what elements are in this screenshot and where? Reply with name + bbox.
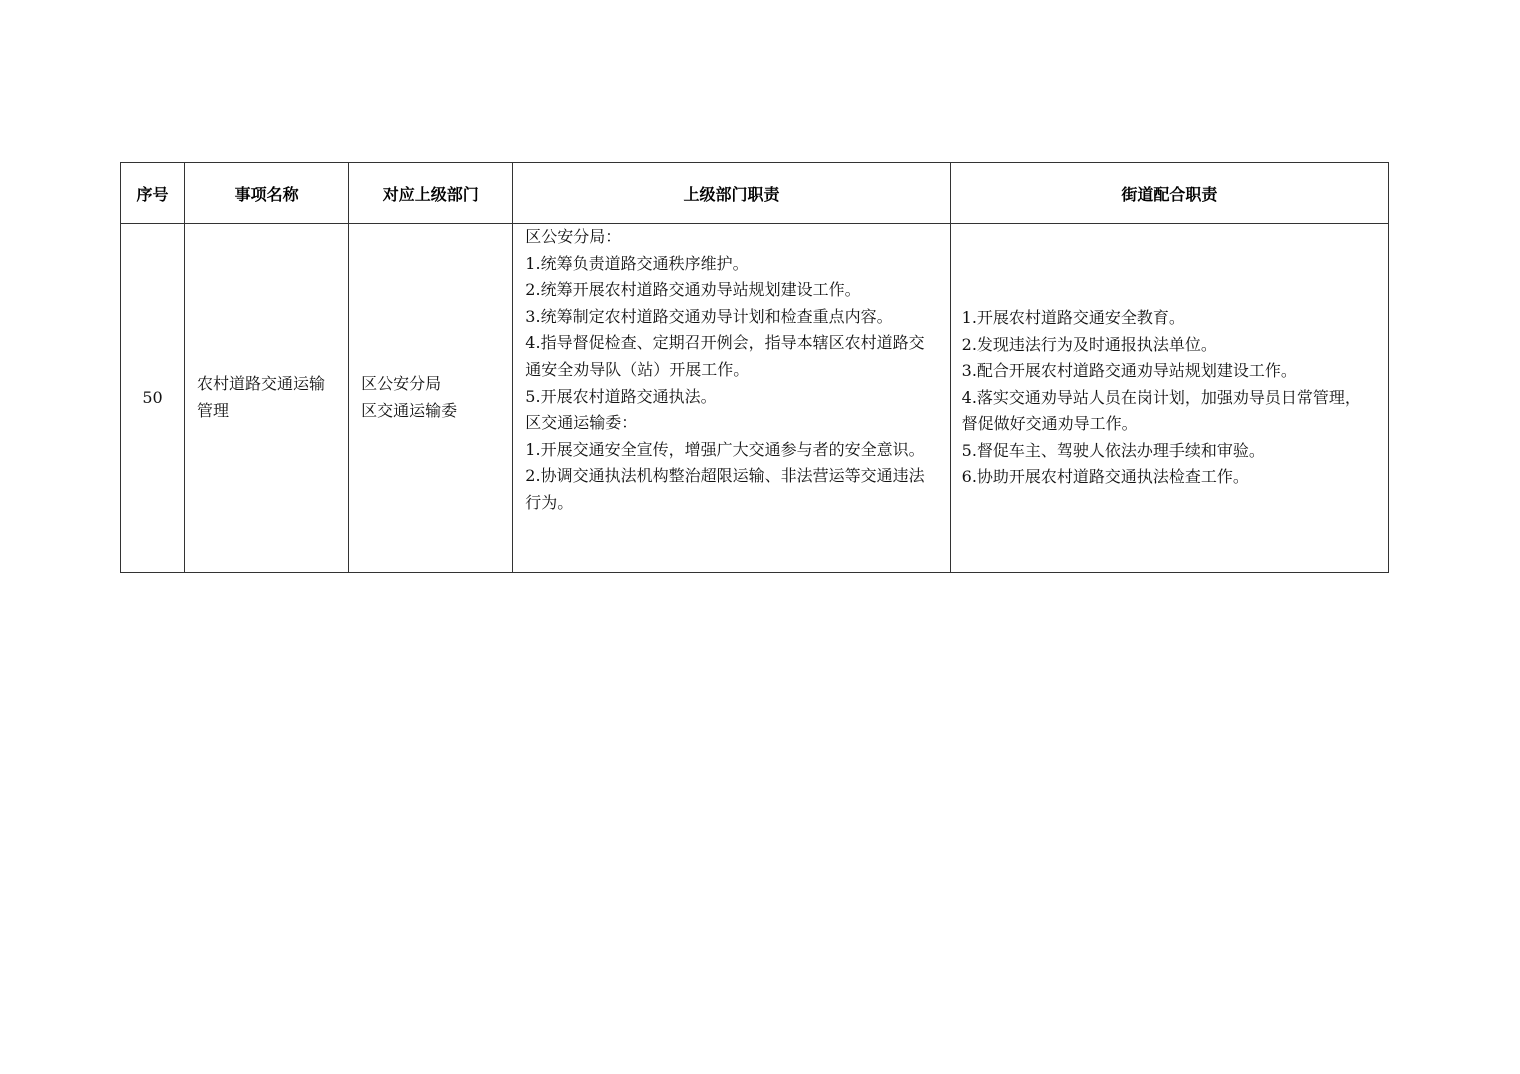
dept-line: 区交通运输委	[361, 401, 458, 420]
upper-duty-line: 2.协调交通执法机构整治超限运输、非法营运等交通违法行为。	[525, 466, 925, 512]
street-duty-line: 2.发现违法行为及时通报执法单位。	[961, 334, 1217, 354]
upper-duty-line: 2.统筹开展农村道路交通劝导站规划建设工作。	[525, 280, 861, 300]
upper-duty-line: 1.统筹负责道路交通秩序维护。	[525, 253, 749, 273]
upper-duty-line: 4.指导督促检查、定期召开例会，指导本辖区农村道路交通安全劝导队（站）开展工作。	[525, 333, 925, 379]
upper-duty-line: 3.统筹制定农村道路交通劝导计划和检查重点内容。	[525, 306, 893, 326]
table-row	[121, 224, 1389, 573]
street-duty-line: 4.落实交通劝导站人员在岗计划，加强劝导员日常管理，督促做好交通劝导工作。	[961, 387, 1361, 434]
item-name: 农村道路交通运输管理	[197, 374, 326, 420]
header-upper-duty: 上级部门职责	[513, 163, 950, 224]
upper-duty-line: 区交通运输委：	[525, 413, 638, 433]
header-row	[121, 163, 1389, 224]
street-duty-line: 6.协助开展农村道路交通执法检查工作。	[961, 467, 1249, 487]
cell-no: 50	[121, 224, 185, 573]
cell-dept	[349, 224, 513, 573]
header-name: 事项名称	[185, 163, 349, 224]
header-dept: 对应上级部门	[349, 163, 513, 224]
street-duty-line: 3.配合开展农村道路交通劝导站规划建设工作。	[961, 361, 1297, 381]
street-duty-line: 5.督促车主、驾驶人依法办理手续和审验。	[961, 440, 1265, 460]
upper-duty-line: 区公安分局：	[525, 227, 622, 246]
header-street-duty: 街道配合职责	[950, 163, 1388, 224]
cell-street-duty	[950, 224, 1388, 573]
upper-duty-line: 1.开展交通安全宣传，增强广大交通参与者的安全意识。	[525, 439, 925, 459]
dept-line: 区公安分局	[361, 374, 442, 394]
street-duty-line: 1.开展农村道路交通安全教育。	[961, 307, 1185, 327]
cell-upper-duty	[513, 224, 950, 573]
header-no: 序号	[121, 163, 185, 224]
upper-duty-line: 5.开展农村道路交通执法。	[525, 386, 717, 406]
cell-name	[185, 224, 349, 573]
duty-table	[120, 162, 1389, 573]
